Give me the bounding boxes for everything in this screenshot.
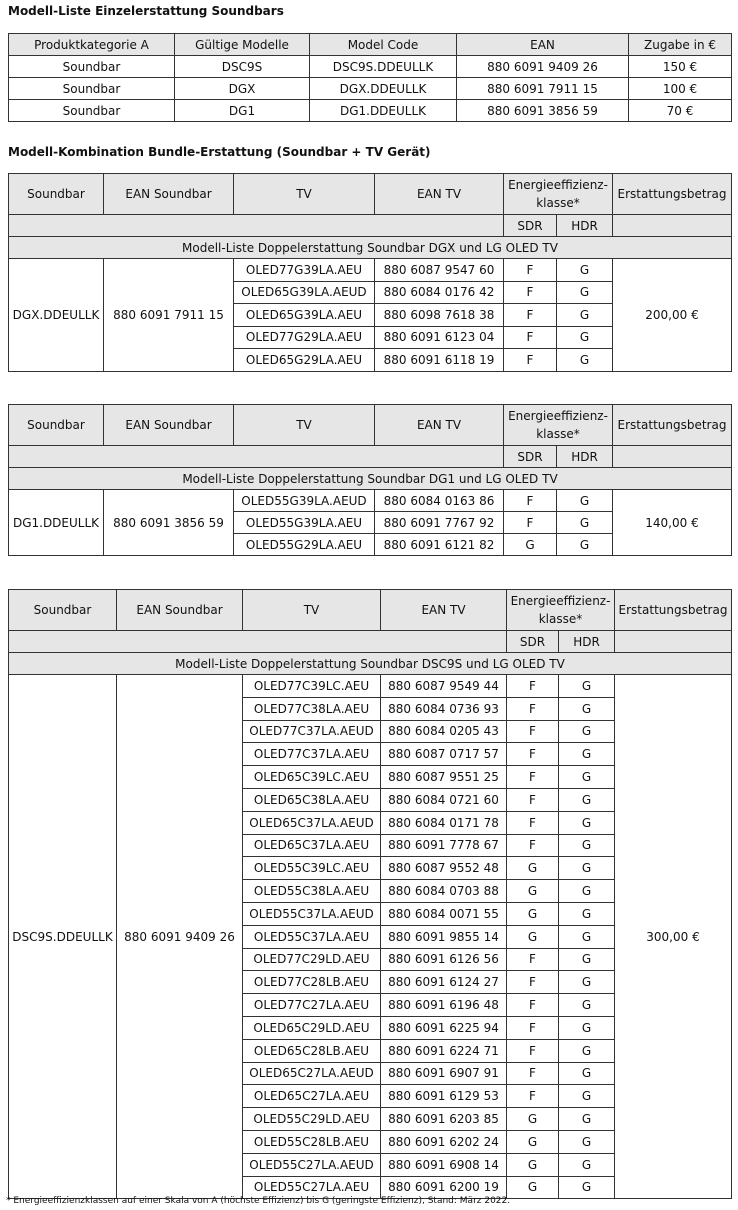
group-title: Modell-Liste Doppelerstattung Soundbar DSC9S und LG OLED TV — [9, 653, 732, 675]
hdr-class: G — [557, 304, 613, 327]
subheader-spacer — [9, 446, 504, 468]
tv-ean: 880 6084 0176 42 — [375, 281, 504, 304]
table-cell: 880 6091 7911 15 — [457, 78, 629, 100]
tv-ean: 880 6091 6907 91 — [381, 1062, 507, 1085]
sdr-class: G — [507, 925, 559, 948]
header-sdr: SDR — [504, 446, 557, 468]
table-cell: DGX — [175, 78, 310, 100]
header-energy-class — [504, 405, 613, 446]
bundle-refund-amount: 140,00 € — [613, 490, 732, 556]
tv-model: OLED65C27LA.AEUD — [243, 1062, 381, 1085]
tv-ean: 880 6084 0205 43 — [381, 720, 507, 743]
subheader-spacer — [9, 631, 507, 653]
sdr-class: G — [507, 1108, 559, 1131]
table-cell: Soundbar — [9, 78, 175, 100]
sdr-class: F — [504, 349, 557, 372]
sdr-class: F — [507, 1062, 559, 1085]
table-row — [9, 100, 732, 122]
tv-ean: 880 6091 7778 67 — [381, 834, 507, 857]
header-tv: TV — [234, 405, 375, 446]
group-title: Modell-Liste Doppelerstattung Soundbar DGX und LG OLED TV — [9, 237, 732, 259]
tv-ean: 880 6091 6225 94 — [381, 1016, 507, 1039]
header-tv: TV — [243, 590, 381, 631]
hdr-class: G — [559, 675, 615, 698]
tv-model: OLED77C37LA.AEU — [243, 743, 381, 766]
group-title-row — [9, 468, 732, 490]
header-sdr: SDR — [504, 215, 557, 237]
footnote: * Energieeffizienzklassen auf einer Skala von A (höchste Effizienz) bis G (geringste Effizienz), Stand: März 2022. — [6, 1196, 511, 1206]
table-cell: DG1 — [175, 100, 310, 122]
header-model-code: Model Code — [310, 34, 457, 56]
group-title-row — [9, 237, 732, 259]
sdr-class: F — [504, 259, 557, 282]
header-ean-soundbar: EAN Soundbar — [104, 174, 234, 215]
tv-ean: 880 6091 6124 27 — [381, 971, 507, 994]
hdr-class: G — [557, 281, 613, 304]
tv-model: OLED65C27LA.AEU — [243, 1085, 381, 1108]
tv-ean: 880 6084 0171 78 — [381, 811, 507, 834]
energy-class-line2: klasse* — [536, 196, 580, 210]
tv-model: OLED55C37LA.AEU — [243, 925, 381, 948]
hdr-class: G — [559, 1130, 615, 1153]
table-cell: DGX.DDEULLK — [310, 78, 457, 100]
sdr-class: F — [507, 1039, 559, 1062]
tv-model: OLED65G29LA.AEU — [234, 349, 375, 372]
tv-ean: 880 6091 6908 14 — [381, 1153, 507, 1176]
bundle-soundbar-model: DSC9S.DDEULLK — [9, 675, 117, 1199]
tv-model: OLED65C39LC.AEU — [243, 766, 381, 789]
tv-ean: 880 6087 0717 57 — [381, 743, 507, 766]
sdr-class: F — [507, 675, 559, 698]
table-cell: 100 € — [629, 78, 732, 100]
table-row — [9, 675, 732, 698]
header-ean-tv: EAN TV — [375, 405, 504, 446]
table-cell: 880 6091 3856 59 — [457, 100, 629, 122]
tv-ean: 880 6091 6224 71 — [381, 1039, 507, 1062]
tv-model: OLED77G39LA.AEU — [234, 259, 375, 282]
tv-ean: 880 6087 9549 44 — [381, 675, 507, 698]
sdr-class: F — [507, 1016, 559, 1039]
bundle-soundbar-model: DG1.DDEULLK — [9, 490, 104, 556]
header-valid-models: Gültige Modelle — [175, 34, 310, 56]
single-refund-title: Modell-Liste Einzelerstattung Soundbars — [8, 4, 284, 18]
header-hdr: HDR — [557, 215, 613, 237]
tv-model: OLED65C38LA.AEU — [243, 788, 381, 811]
hdr-class: G — [559, 880, 615, 903]
tv-ean: 880 6084 0703 88 — [381, 880, 507, 903]
tv-model: OLED55G29LA.AEU — [234, 534, 375, 556]
bundle-subheader-row — [9, 215, 732, 237]
sdr-class: G — [507, 1176, 559, 1199]
hdr-class: G — [559, 720, 615, 743]
sdr-class: F — [507, 811, 559, 834]
hdr-class: G — [559, 743, 615, 766]
header-ean: EAN — [457, 34, 629, 56]
tv-ean: 880 6091 7767 92 — [375, 512, 504, 534]
tv-ean: 880 6091 6203 85 — [381, 1108, 507, 1131]
sdr-class: F — [507, 971, 559, 994]
header-amount: Erstattungsbetrag — [615, 590, 732, 631]
group-title: Modell-Liste Doppelerstattung Soundbar DG1 und LG OLED TV — [9, 468, 732, 490]
sdr-class: F — [507, 720, 559, 743]
tv-ean: 880 6091 6200 19 — [381, 1176, 507, 1199]
tv-model: OLED65C28LB.AEU — [243, 1039, 381, 1062]
bundle-subheader-row — [9, 631, 732, 653]
table-cell: Soundbar — [9, 100, 175, 122]
hdr-class: G — [559, 857, 615, 880]
tv-model: OLED65G39LA.AEU — [234, 304, 375, 327]
tv-model: OLED65C37LA.AEUD — [243, 811, 381, 834]
tv-ean: 880 6084 0736 93 — [381, 697, 507, 720]
tv-ean: 880 6098 7618 38 — [375, 304, 504, 327]
subheader-spacer — [9, 215, 504, 237]
hdr-class: G — [557, 259, 613, 282]
hdr-class: G — [559, 948, 615, 971]
table-cell: 70 € — [629, 100, 732, 122]
hdr-class: G — [559, 1153, 615, 1176]
sdr-class: G — [507, 857, 559, 880]
tv-model: OLED77C27LA.AEU — [243, 994, 381, 1017]
hdr-class: G — [559, 902, 615, 925]
header-energy-class — [507, 590, 615, 631]
header-soundbar: Soundbar — [9, 405, 104, 446]
tv-ean: 880 6091 6202 24 — [381, 1130, 507, 1153]
header-hdr: HDR — [559, 631, 615, 653]
table-cell: DSC9S.DDEULLK — [310, 56, 457, 78]
hdr-class: G — [559, 971, 615, 994]
bundle-table-dg1 — [8, 404, 732, 556]
tv-ean: 880 6087 9552 48 — [381, 857, 507, 880]
bundle-soundbar-ean: 880 6091 9409 26 — [117, 675, 243, 1199]
subheader-spacer — [615, 631, 732, 653]
tv-model: OLED77C39LC.AEU — [243, 675, 381, 698]
sdr-class: F — [504, 326, 557, 349]
subheader-spacer — [613, 215, 732, 237]
hdr-class: G — [557, 349, 613, 372]
tv-ean: 880 6087 9551 25 — [381, 766, 507, 789]
header-amount: Erstattungsbetrag — [613, 174, 732, 215]
bundle-refund-amount: 200,00 € — [613, 259, 732, 372]
sdr-class: F — [504, 304, 557, 327]
tv-ean: 880 6091 6118 19 — [375, 349, 504, 372]
bundle-table-dsc9s — [8, 589, 732, 1199]
energy-class-line1: Energieeffizienz- — [510, 594, 611, 608]
tv-model: OLED77G29LA.AEU — [234, 326, 375, 349]
tv-model: OLED55C27LA.AEUD — [243, 1153, 381, 1176]
table-row — [9, 490, 732, 512]
sdr-class: F — [507, 1085, 559, 1108]
energy-class-line2: klasse* — [536, 427, 580, 441]
tv-model: OLED55C28LB.AEU — [243, 1130, 381, 1153]
tv-model: OLED65G39LA.AEUD — [234, 281, 375, 304]
header-sdr: SDR — [507, 631, 559, 653]
table-cell: DSC9S — [175, 56, 310, 78]
bundle-refund-amount: 300,00 € — [615, 675, 732, 1199]
sdr-class: G — [507, 880, 559, 903]
table-row — [9, 78, 732, 100]
sdr-class: F — [507, 766, 559, 789]
hdr-class: G — [559, 925, 615, 948]
hdr-class: G — [559, 1062, 615, 1085]
hdr-class: G — [559, 766, 615, 789]
hdr-class: G — [557, 512, 613, 534]
header-ean-tv: EAN TV — [375, 174, 504, 215]
sdr-class: F — [507, 788, 559, 811]
table-cell: DG1.DDEULLK — [310, 100, 457, 122]
tv-ean: 880 6091 6129 53 — [381, 1085, 507, 1108]
sdr-class: F — [507, 834, 559, 857]
hdr-class: G — [559, 788, 615, 811]
hdr-class: G — [559, 1108, 615, 1131]
header-ean-soundbar: EAN Soundbar — [104, 405, 234, 446]
sdr-class: F — [507, 948, 559, 971]
hdr-class: G — [557, 534, 613, 556]
hdr-class: G — [557, 490, 613, 512]
tv-ean: 880 6091 9855 14 — [381, 925, 507, 948]
tv-ean: 880 6084 0071 55 — [381, 902, 507, 925]
header-ean-soundbar: EAN Soundbar — [117, 590, 243, 631]
tv-ean: 880 6087 9547 60 — [375, 259, 504, 282]
tv-ean: 880 6091 6121 82 — [375, 534, 504, 556]
bundle-soundbar-ean: 880 6091 3856 59 — [104, 490, 234, 556]
tv-model: OLED77C38LA.AEU — [243, 697, 381, 720]
tv-model: OLED55C29LD.AEU — [243, 1108, 381, 1131]
table-cell: 880 6091 9409 26 — [457, 56, 629, 78]
tv-model: OLED55C37LA.AEUD — [243, 902, 381, 925]
hdr-class: G — [559, 1176, 615, 1199]
energy-class-line2: klasse* — [538, 612, 583, 626]
header-soundbar: Soundbar — [9, 174, 104, 215]
sdr-class: G — [504, 534, 557, 556]
tv-model: OLED77C29LD.AEU — [243, 948, 381, 971]
energy-class-line1: Energieeffizienz- — [508, 178, 608, 192]
hdr-class: G — [557, 326, 613, 349]
sdr-class: F — [504, 512, 557, 534]
single-refund-table — [8, 33, 732, 122]
header-product-category: Produktkategorie A — [9, 34, 175, 56]
hdr-class: G — [559, 994, 615, 1017]
header-hdr: HDR — [557, 446, 613, 468]
tv-model: OLED65C29LD.AEU — [243, 1016, 381, 1039]
sdr-class: F — [504, 490, 557, 512]
hdr-class: G — [559, 1016, 615, 1039]
sdr-class: G — [507, 1153, 559, 1176]
tv-ean: 880 6084 0163 86 — [375, 490, 504, 512]
bundle-refund-title: Modell-Kombination Bundle-Erstattung (Soundbar + TV Gerät) — [8, 145, 431, 159]
hdr-class: G — [559, 834, 615, 857]
tv-model: OLED55G39LA.AEU — [234, 512, 375, 534]
tv-ean: 880 6091 6196 48 — [381, 994, 507, 1017]
sdr-class: F — [507, 994, 559, 1017]
sdr-class: F — [504, 281, 557, 304]
table-cell: Soundbar — [9, 56, 175, 78]
sdr-class: F — [507, 743, 559, 766]
header-energy-class — [504, 174, 613, 215]
sdr-class: F — [507, 697, 559, 720]
table-cell: 150 € — [629, 56, 732, 78]
tv-model: OLED77C28LB.AEU — [243, 971, 381, 994]
tv-model: OLED77C37LA.AEUD — [243, 720, 381, 743]
header-ean-tv: EAN TV — [381, 590, 507, 631]
header-amount: Erstattungsbetrag — [613, 405, 732, 446]
bundle-soundbar-ean: 880 6091 7911 15 — [104, 259, 234, 372]
energy-class-line1: Energieeffizienz- — [508, 409, 608, 423]
hdr-class: G — [559, 1085, 615, 1108]
group-title-row — [9, 653, 732, 675]
subheader-spacer — [613, 446, 732, 468]
bundle-header-row — [9, 405, 732, 446]
header-bonus: Zugabe in € — [629, 34, 732, 56]
tv-ean: 880 6084 0721 60 — [381, 788, 507, 811]
table-row — [9, 56, 732, 78]
tv-model: OLED55G39LA.AEUD — [234, 490, 375, 512]
bundle-soundbar-model: DGX.DDEULLK — [9, 259, 104, 372]
table-row — [9, 259, 732, 282]
tv-ean: 880 6091 6123 04 — [375, 326, 504, 349]
header-soundbar: Soundbar — [9, 590, 117, 631]
tv-model: OLED55C27LA.AEU — [243, 1176, 381, 1199]
hdr-class: G — [559, 1039, 615, 1062]
bundle-header-row — [9, 174, 732, 215]
bundle-header-row — [9, 590, 732, 631]
single-table-header — [9, 34, 732, 56]
tv-model: OLED55C39LC.AEU — [243, 857, 381, 880]
tv-model: OLED65C37LA.AEU — [243, 834, 381, 857]
header-tv: TV — [234, 174, 375, 215]
tv-ean: 880 6091 6126 56 — [381, 948, 507, 971]
hdr-class: G — [559, 811, 615, 834]
sdr-class: G — [507, 1130, 559, 1153]
bundle-subheader-row — [9, 446, 732, 468]
hdr-class: G — [559, 697, 615, 720]
sdr-class: G — [507, 902, 559, 925]
tv-model: OLED55C38LA.AEU — [243, 880, 381, 903]
bundle-table-dgx — [8, 173, 732, 372]
